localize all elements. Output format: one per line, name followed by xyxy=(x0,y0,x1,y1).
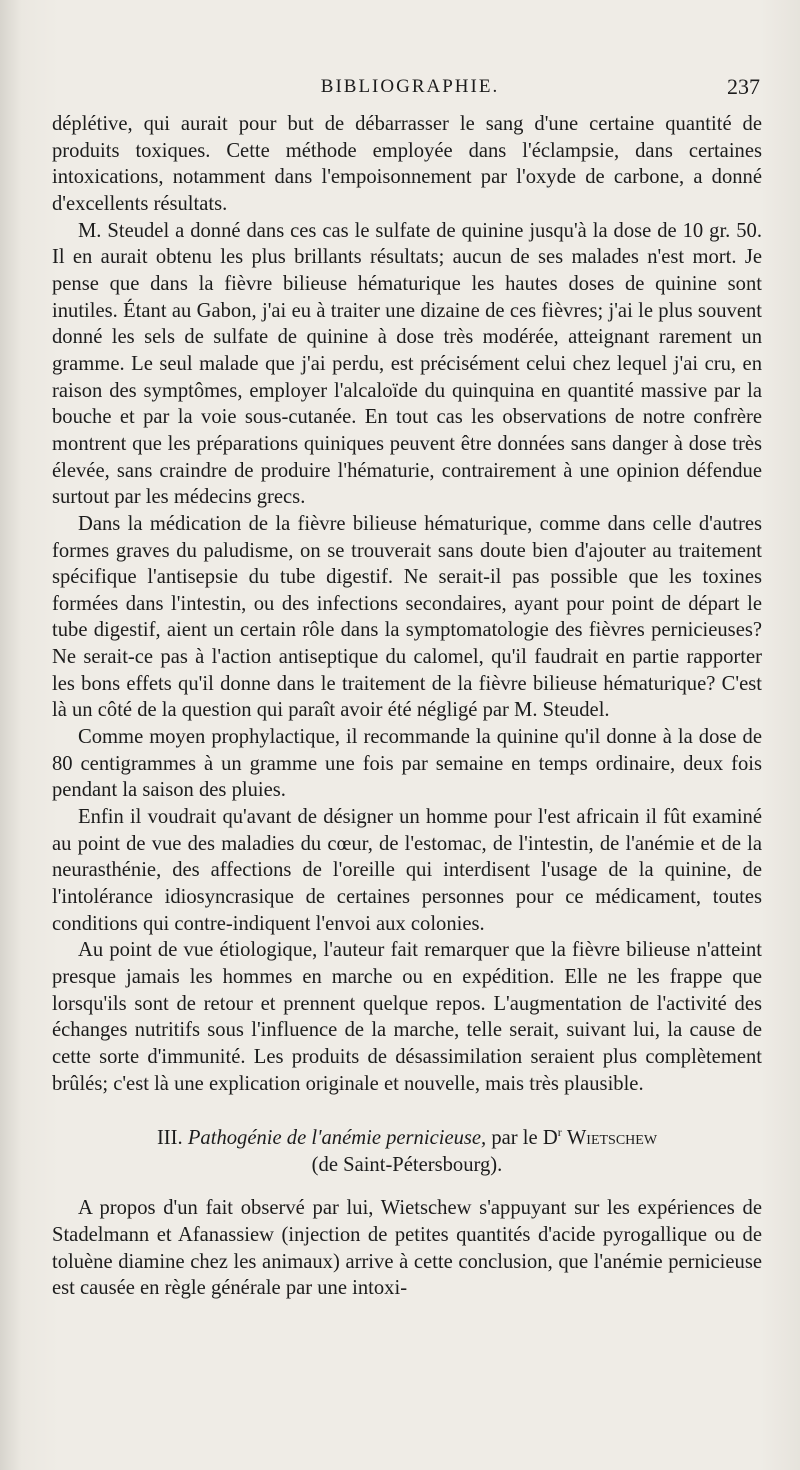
paragraph: déplétive, qui aurait pour but de débarrasser le sang d'une certaine quantité de produits toxiques. Cette méthode employée dans l'éclampsie, dans certaines intoxications, notamment dans l'empoisonnement par l'oxyde de carbone, a donné d'excellents résultats. xyxy=(52,113,762,215)
paragraph: Enfin il voudrait qu'avant de désigner un homme pour l'est africain il fût examiné au point de vue des maladies du cœur, de l'estomac, de l'intestin, de l'anémie et de la neurasthénie, des affections de l'oreille qui interdisent l'usage de la quinine, de l'intolérance idiosyncrasique de certaines personnes pour ce médicament, toutes conditions qui contre-indiquent l'envoi aux colonies. xyxy=(52,806,762,935)
paragraph: Dans la médication de la fièvre bilieuse hématurique, comme dans celle d'autres formes graves du paludisme, on se trouverait sans doute bien d'ajouter au traitement spécifique l'antisepsie du tube digestif. Ne serait-il pas possible que les toxines formées dans l'intestin, ou des infections secondaires, ayant pour point de départ le tube digestif, aient un certain rôle dans la symptomatologie des fièvres pernicieuses? Ne serait-ce pas à l'action antiseptique du calomel, qu'il faudrait en partie rapporter les bons effets qu'il donne dans le traitement de la fièvre bilieuse hématurique? C'est là un côté de la question qui paraît avoir été négligé par M. Steudel. xyxy=(52,512,762,722)
body-text xyxy=(52,111,762,1302)
paragraph: A propos d'un fait observé par lui, Wietschew s'appuyant sur les expériences de Stadelmann et Afanassiew (injection de petites quantités d'acide pyrogallique ou de toluène diamine chez les animaux) arrive à cette conclusion, que l'anémie pernicieuse est causée en règle générale par une intoxi- xyxy=(52,1197,762,1300)
section-by: par le xyxy=(491,1127,538,1150)
page-header xyxy=(60,74,760,104)
doctor-abbrev: D xyxy=(542,1127,558,1150)
section-heading xyxy=(52,1125,762,1179)
section-number: III. xyxy=(156,1127,183,1150)
page-number: 237 xyxy=(727,74,760,99)
section-author: Wietschew xyxy=(566,1127,658,1150)
paragraph: M. Steudel a donné dans ces cas le sulfate de quinine jusqu'à la dose de 10 gr. 50. Il en aurait obtenu les plus brillants résultats; aucun de ses malades n'est mort. Je pense que dans la fièvre bilieuse hématurique les hautes doses de quinine sont inutiles. Étant au Gabon, j'ai eu à traiter une dizaine de ces fièvres; j'ai le plus souvent donné les sels de sulfate de quinine à dose très modérée, atteignant rarement un gramme. Le seul malade que j'ai perdu, est précisément celui chez lequel j'ai cru, en raison des symptômes, employer l'alcaloïde du quinquina en quantité massive par la bouche et par la voie sous-cutanée. En tout cas les observations de notre confrère montrent que les préparations quiniques peuvent être données sans danger à dose très élevée, sans craindre de produire l'hématurie, contrairement à une opinion défendue surtout par les médecins grecs. xyxy=(52,219,762,509)
paragraph: Comme moyen prophylactique, il recommande la quinine qu'il donne à la dose de 80 centigrammes à un gramme une fois par semaine en temps ordinaire, deux fois pendant la saison des pluies. xyxy=(52,726,762,802)
doctor-sup: r xyxy=(557,1125,562,1140)
paragraph: Au point de vue étiologique, l'auteur fait remarquer que la fièvre bilieuse n'atteint presque jamais les hommes en marche ou en expédition. Elle ne les frappe que lorsqu'ils sont de retour et prennent quelque repos. L'augmentation de l'activité des échanges nutritifs sous l'influence de la marche, telle serait, suivant lui, la cause de cette sorte d'immunité. Les produits de désassimilation seraient plus complètement brûlés; c'est là une explication originale et nouvelle, mais très plausible. xyxy=(52,939,762,1095)
section-location: (de Saint-Pétersbourg). xyxy=(311,1154,503,1177)
running-title: BIBLIOGRAPHIE. xyxy=(320,76,500,97)
section-title: Pathogénie de l'anémie pernicieuse, xyxy=(187,1127,487,1150)
